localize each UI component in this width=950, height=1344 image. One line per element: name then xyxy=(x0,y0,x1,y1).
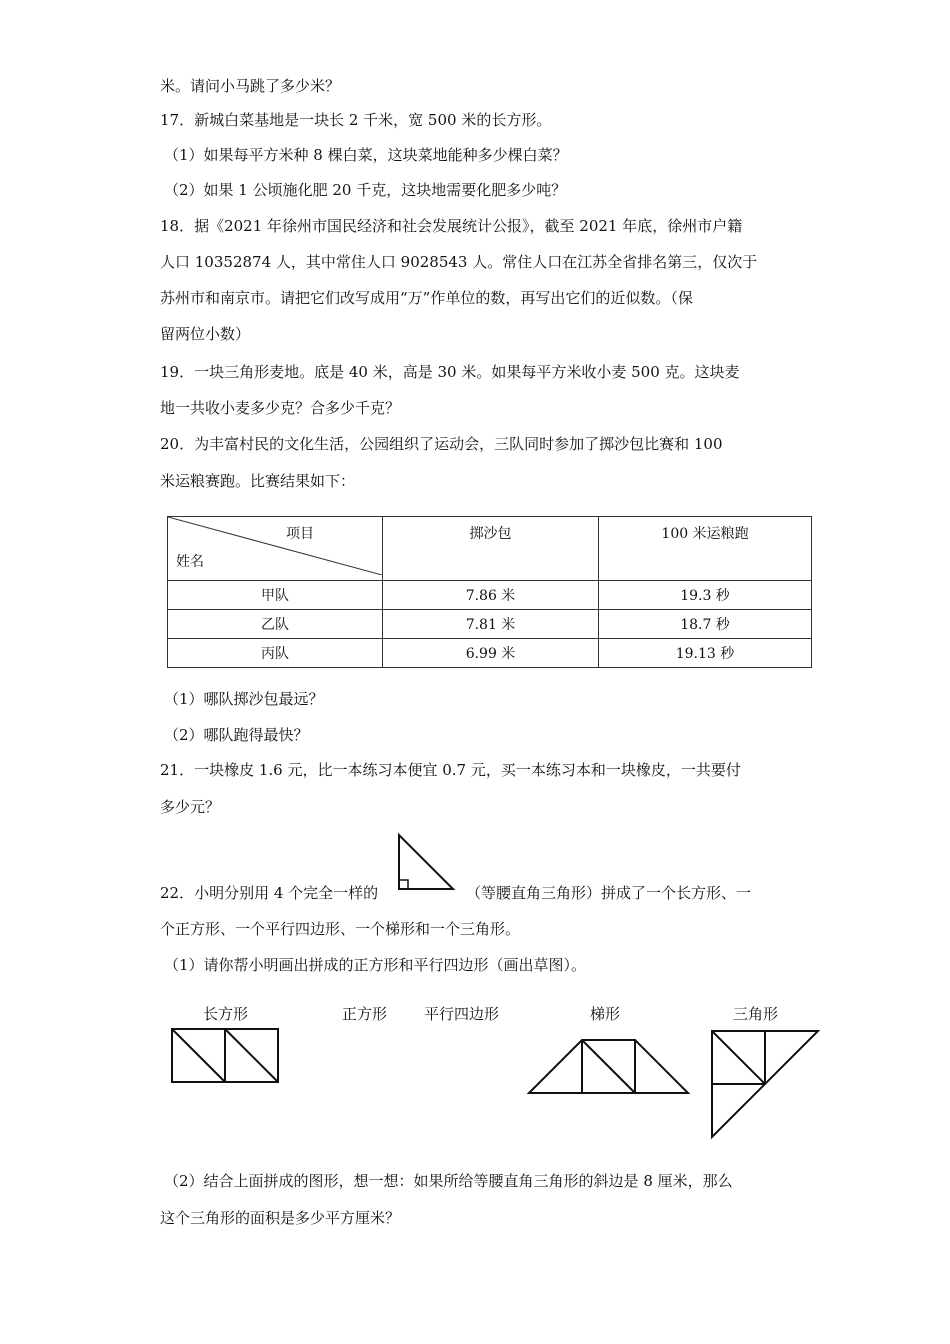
question-18-line-3: 苏州市和南京市。请把它们改写成用“万”作单位的数，再写出它们的近似数。（保 xyxy=(160,289,693,307)
run-cell: 18.7 秒 xyxy=(599,610,812,639)
isosceles-right-triangle-icon xyxy=(396,832,456,892)
triangle-label: 三角形 xyxy=(733,1005,779,1023)
question-17-part-1: （1）如果每平方米种 8 棵白菜，这块菜地能种多少棵白菜？ xyxy=(164,146,568,164)
question-22-part-2-line-2: 这个三角形的面积是多少平方厘米？ xyxy=(160,1209,401,1227)
question-20-line-1: 20．为丰富村民的文化生活，公园组织了运动会，三队同时参加了掷沙包比赛和 100 xyxy=(160,435,723,453)
question-18-line-1: 18．据《2021 年徐州市国民经济和社会发展统计公报》，截至 2021 年底，徐州市户籍 xyxy=(160,217,743,235)
run-cell: 19.13 秒 xyxy=(599,639,812,668)
square-label: 正方形 xyxy=(342,1005,388,1023)
question-21-line-2: 多少元？ xyxy=(160,798,221,816)
question-17: 17．新城白菜基地是一块长 2 千米，宽 500 米的长方形。 xyxy=(160,111,552,129)
team-cell: 丙队 xyxy=(168,639,383,668)
table-row xyxy=(168,581,812,610)
question-22-part-2-line-1: （2）结合上面拼成的图形，想一想：如果所给等腰直角三角形的斜边是 8 厘米，那么 xyxy=(164,1172,733,1190)
run-cell: 19.3 秒 xyxy=(599,581,812,610)
question-22-line-1-end: （等腰直角三角形）拼成了一个长方形、一 xyxy=(466,884,752,902)
team-cell: 乙队 xyxy=(168,610,383,639)
table-row xyxy=(168,639,812,668)
question-22-part-1: （1）请你帮小明画出拼成的正方形和平行四边形（画出草图）。 xyxy=(164,956,587,974)
header-name: 姓名 xyxy=(176,554,204,570)
results-table xyxy=(167,516,812,668)
throw-cell: 7.81 米 xyxy=(383,610,599,639)
question-22-line-1-start: 22．小明分别用 4 个完全一样的 xyxy=(160,884,379,902)
question-22-line-2: 个正方形、一个平行四边形、一个梯形和一个三角形。 xyxy=(160,920,521,938)
text-line: 米。请问小马跳了多少米？ xyxy=(160,77,341,95)
question-20-line-2: 米运粮赛跑。比赛结果如下： xyxy=(160,472,356,490)
question-19-line-1: 19．一块三角形麦地。底是 40 米，高是 30 米。如果每平方米收小麦 500 克。这块麦 xyxy=(160,363,740,381)
question-18-line-2: 人口 10352874 人，其中常住人口 9028543 人。常住人口在江苏全省排名第三，仅次于 xyxy=(160,253,758,271)
question-21-line-1: 21．一块橡皮 1.6 元，比一本练习本便宜 0.7 元，买一本练习本和一块橡皮，一共要付 xyxy=(160,761,741,779)
rectangle-figure xyxy=(170,1027,282,1085)
diagonal-header-cell xyxy=(168,517,383,581)
header-run: 100 米运粮跑 xyxy=(599,517,812,581)
table-row xyxy=(168,610,812,639)
triangle-figure xyxy=(710,1029,822,1141)
throw-cell: 6.99 米 xyxy=(383,639,599,668)
trapezoid-label: 梯形 xyxy=(590,1005,621,1023)
question-19-line-2: 地一共收小麦多少克？合多少千克？ xyxy=(160,399,401,417)
question-18-line-4: 留两位小数） xyxy=(160,325,251,343)
question-20-part-2: （2）哪队跑得最快？ xyxy=(164,726,309,744)
trapezoid-figure xyxy=(527,1038,693,1096)
question-20-part-1: （1）哪队掷沙包最远？ xyxy=(164,690,324,708)
question-17-part-2: （2）如果 1 公顷施化肥 20 千克，这块地需要化肥多少吨？ xyxy=(164,181,567,199)
rectangle-label: 长方形 xyxy=(203,1005,249,1023)
parallelogram-label: 平行四边形 xyxy=(424,1005,500,1023)
header-throw: 掷沙包 xyxy=(383,517,599,581)
throw-cell: 7.86 米 xyxy=(383,581,599,610)
header-item: 项目 xyxy=(286,526,314,542)
team-cell: 甲队 xyxy=(168,581,383,610)
